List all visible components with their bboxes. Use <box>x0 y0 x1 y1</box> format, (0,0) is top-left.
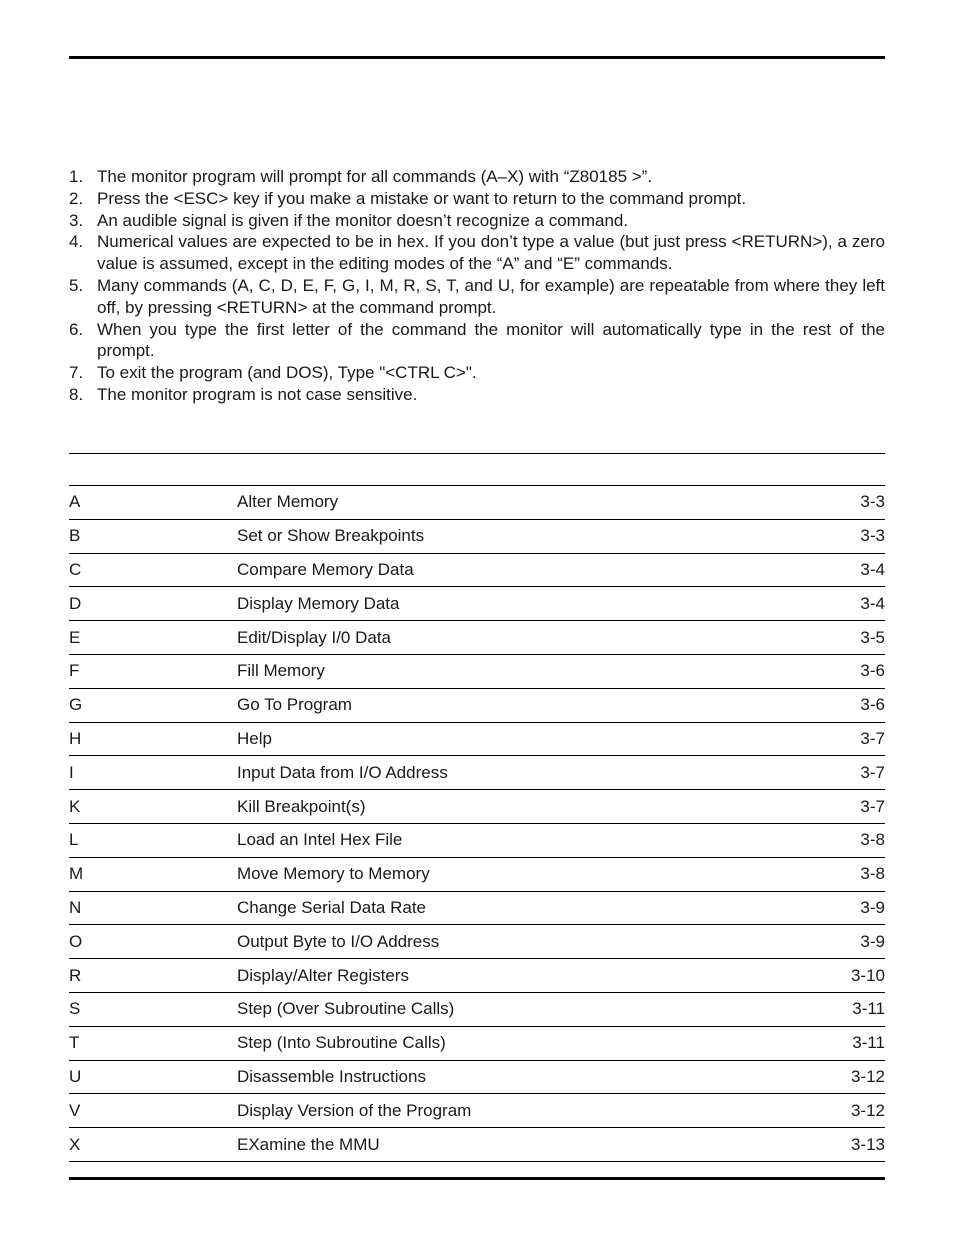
note-text: Numerical values are expected to be in hex. If you don’t type a value (but just press <RETURN>), a zero value is assumed, except in the editing modes of the “A” and “E” commands. <box>97 232 885 274</box>
command-description: Disassemble Instructions <box>237 1060 805 1094</box>
note-number: 7. <box>69 363 84 383</box>
command-description: Display Memory Data <box>237 587 805 621</box>
command-page: 3-3 <box>805 486 885 520</box>
command-key: O <box>69 925 237 959</box>
note-text: The monitor program will prompt for all commands (A–X) with “Z80185 >”. <box>97 167 653 186</box>
command-page: 3-8 <box>805 823 885 857</box>
command-page: 3-12 <box>805 1060 885 1094</box>
command-page: 3-4 <box>805 587 885 621</box>
command-key: F <box>69 654 237 688</box>
command-page: 3-9 <box>805 891 885 925</box>
command-page: 3-7 <box>805 722 885 756</box>
note-number: 2. <box>69 188 84 208</box>
table-row <box>69 891 885 925</box>
note-text: Press the <ESC> key if you make a mistake or want to return to the command prompt. <box>97 188 747 208</box>
bottom-rule <box>69 1177 885 1180</box>
command-page: 3-5 <box>805 621 885 655</box>
command-description: Set or Show Breakpoints <box>237 519 805 553</box>
command-key: E <box>69 621 237 655</box>
table-row <box>69 1128 885 1162</box>
note-item <box>69 210 885 232</box>
note-item <box>69 384 885 406</box>
command-description: Compare Memory Data <box>237 553 805 587</box>
notes-list <box>69 166 885 406</box>
note-text: The monitor program is not case sensitive. <box>97 384 418 404</box>
table-row <box>69 722 885 756</box>
command-page: 3-12 <box>805 1094 885 1128</box>
table-row <box>69 621 885 655</box>
table-row <box>69 1026 885 1060</box>
table-row <box>69 959 885 993</box>
command-key: X <box>69 1128 237 1162</box>
table-row <box>69 688 885 722</box>
table-row <box>69 587 885 621</box>
note-number: 4. <box>69 232 84 252</box>
command-description: Step (Into Subroutine Calls) <box>237 1026 805 1060</box>
command-key: V <box>69 1094 237 1128</box>
command-key: U <box>69 1060 237 1094</box>
command-key: T <box>69 1026 237 1060</box>
command-key: S <box>69 992 237 1026</box>
command-key: M <box>69 857 237 891</box>
table-row <box>69 519 885 553</box>
command-description: Step (Over Subroutine Calls) <box>237 992 805 1026</box>
note-item <box>69 231 885 275</box>
note-item <box>69 319 885 363</box>
command-description: Output Byte to I/O Address <box>237 925 805 959</box>
command-page: 3-7 <box>805 790 885 824</box>
note-number: 6. <box>69 319 84 339</box>
command-description: Load an Intel Hex File <box>237 823 805 857</box>
note-number: 8. <box>69 384 84 404</box>
table-row <box>69 486 885 520</box>
table-row <box>69 857 885 891</box>
command-page: 3-8 <box>805 857 885 891</box>
command-description: Help <box>237 722 805 756</box>
command-key: R <box>69 959 237 993</box>
command-description: Kill Breakpoint(s) <box>237 790 805 824</box>
note-item <box>69 166 885 188</box>
note-text: Many commands (A, C, D, E, F, G, I, M, R, S, T, and U, for example) are repeatable from where they left off, by pressing <RETURN> at the command prompt. <box>97 275 885 317</box>
command-key: K <box>69 790 237 824</box>
command-description: Display Version of the Program <box>237 1094 805 1128</box>
table-row <box>69 756 885 790</box>
command-page: 3-10 <box>805 959 885 993</box>
command-page: 3-7 <box>805 756 885 790</box>
command-page: 3-11 <box>805 992 885 1026</box>
table-row <box>69 1060 885 1094</box>
note-item <box>69 362 885 384</box>
table-row <box>69 992 885 1026</box>
table-row <box>69 790 885 824</box>
command-page: 3-13 <box>805 1128 885 1162</box>
note-text: When you type the first letter of the command the monitor will automatically type in the rest of the prompt. <box>97 319 885 361</box>
table-row <box>69 553 885 587</box>
command-key: B <box>69 519 237 553</box>
table-row <box>69 823 885 857</box>
command-page: 3-4 <box>805 553 885 587</box>
command-page: 3-6 <box>805 688 885 722</box>
note-number: 1. <box>69 167 84 186</box>
note-number: 5. <box>69 275 84 295</box>
command-key: H <box>69 722 237 756</box>
command-description: Go To Program <box>237 688 805 722</box>
command-key: I <box>69 756 237 790</box>
command-description: Alter Memory <box>237 486 805 520</box>
command-table <box>69 485 885 1162</box>
command-page: 3-11 <box>805 1026 885 1060</box>
command-key: N <box>69 891 237 925</box>
table-row <box>69 654 885 688</box>
section-rule <box>69 453 885 454</box>
note-item <box>69 188 885 210</box>
command-description: Fill Memory <box>237 654 805 688</box>
command-key: C <box>69 553 237 587</box>
command-key: G <box>69 688 237 722</box>
command-key: A <box>69 486 237 520</box>
command-description: Change Serial Data Rate <box>237 891 805 925</box>
command-page: 3-6 <box>805 654 885 688</box>
command-description: Edit/Display I/0 Data <box>237 621 805 655</box>
table-row <box>69 1094 885 1128</box>
note-item <box>69 275 885 319</box>
top-rule <box>69 56 885 59</box>
command-key: D <box>69 587 237 621</box>
note-text: An audible signal is given if the monitor doesn’t recognize a command. <box>97 210 629 230</box>
command-description: EXamine the MMU <box>237 1128 805 1162</box>
command-page: 3-9 <box>805 925 885 959</box>
command-description: Input Data from I/O Address <box>237 756 805 790</box>
command-description: Move Memory to Memory <box>237 857 805 891</box>
note-text: To exit the program (and DOS), Type "<CTRL C>". <box>97 363 477 383</box>
table-row <box>69 925 885 959</box>
command-description: Display/Alter Registers <box>237 959 805 993</box>
command-page: 3-3 <box>805 519 885 553</box>
note-number: 3. <box>69 210 84 230</box>
command-key: L <box>69 823 237 857</box>
